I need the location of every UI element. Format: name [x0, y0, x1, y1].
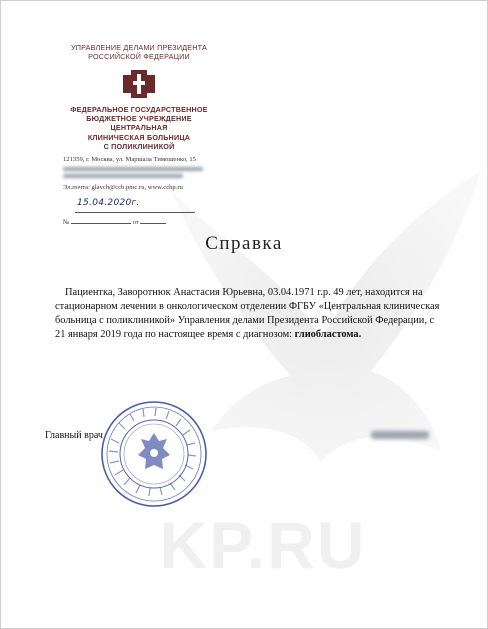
signature-label: Главный врач [45, 430, 103, 441]
number-prefix: № [63, 219, 70, 226]
handwritten-date: 15.04.2020г. [77, 198, 140, 208]
watermark-text: KP.RU [159, 508, 367, 582]
org-address: 121359, г. Москва, ул. Маршала Тимошенко, 15 [63, 156, 196, 163]
org-main-line3: ЦЕНТРАЛЬНАЯ [110, 123, 168, 133]
org-main-line5: С ПОЛИКЛИНИКОЙ [103, 141, 175, 151]
document-body [55, 286, 447, 342]
org-email: Эл.почта: glavcb@ccb.pmc.ru, www.cchp.ru [63, 184, 183, 191]
date-field [75, 200, 195, 213]
org-main-line1: ФЕДЕРАЛЬНОЕ ГОСУДАРСТВЕННОЕ [70, 105, 208, 114]
org-main-line2: БЮДЖЕТНОЕ УЧРЕЖДЕНИЕ [86, 114, 192, 124]
body-text: Пациентка, Заворотнюк Анастасия Юрьевна, 03.04.1971 г.р. 49 лет, находится на стационарном лечении в онкологическом отделении ФГБУ «Центральная клиническая больница с поликлиникой» Управления делами Президента Российской Федерации, с 21 января 2019 года по настоящее время с диагнозом: [55, 287, 440, 340]
redacted-signature-name [371, 431, 429, 439]
number-from-label: от [132, 219, 139, 226]
org-main-line4: КЛИНИЧЕСКАЯ БОЛЬНИЦА [87, 132, 191, 142]
org-top-line1: УПРАВЛЕНИЕ ДЕЛАМИ ПРЕЗИДЕНТА [70, 43, 208, 52]
number-field [63, 219, 166, 226]
redacted-contacts [63, 167, 213, 181]
diagnosis: глиобластома. [294, 329, 362, 340]
kp-ru-watermark [113, 506, 413, 586]
document-title: Справка [205, 233, 283, 254]
letterhead [39, 43, 239, 151]
round-official-seal-icon [99, 399, 209, 509]
org-top-line2: РОССИЙСКОЙ ФЕДЕРАЦИИ [88, 52, 190, 61]
presidential-administration-emblem-icon [122, 69, 156, 99]
